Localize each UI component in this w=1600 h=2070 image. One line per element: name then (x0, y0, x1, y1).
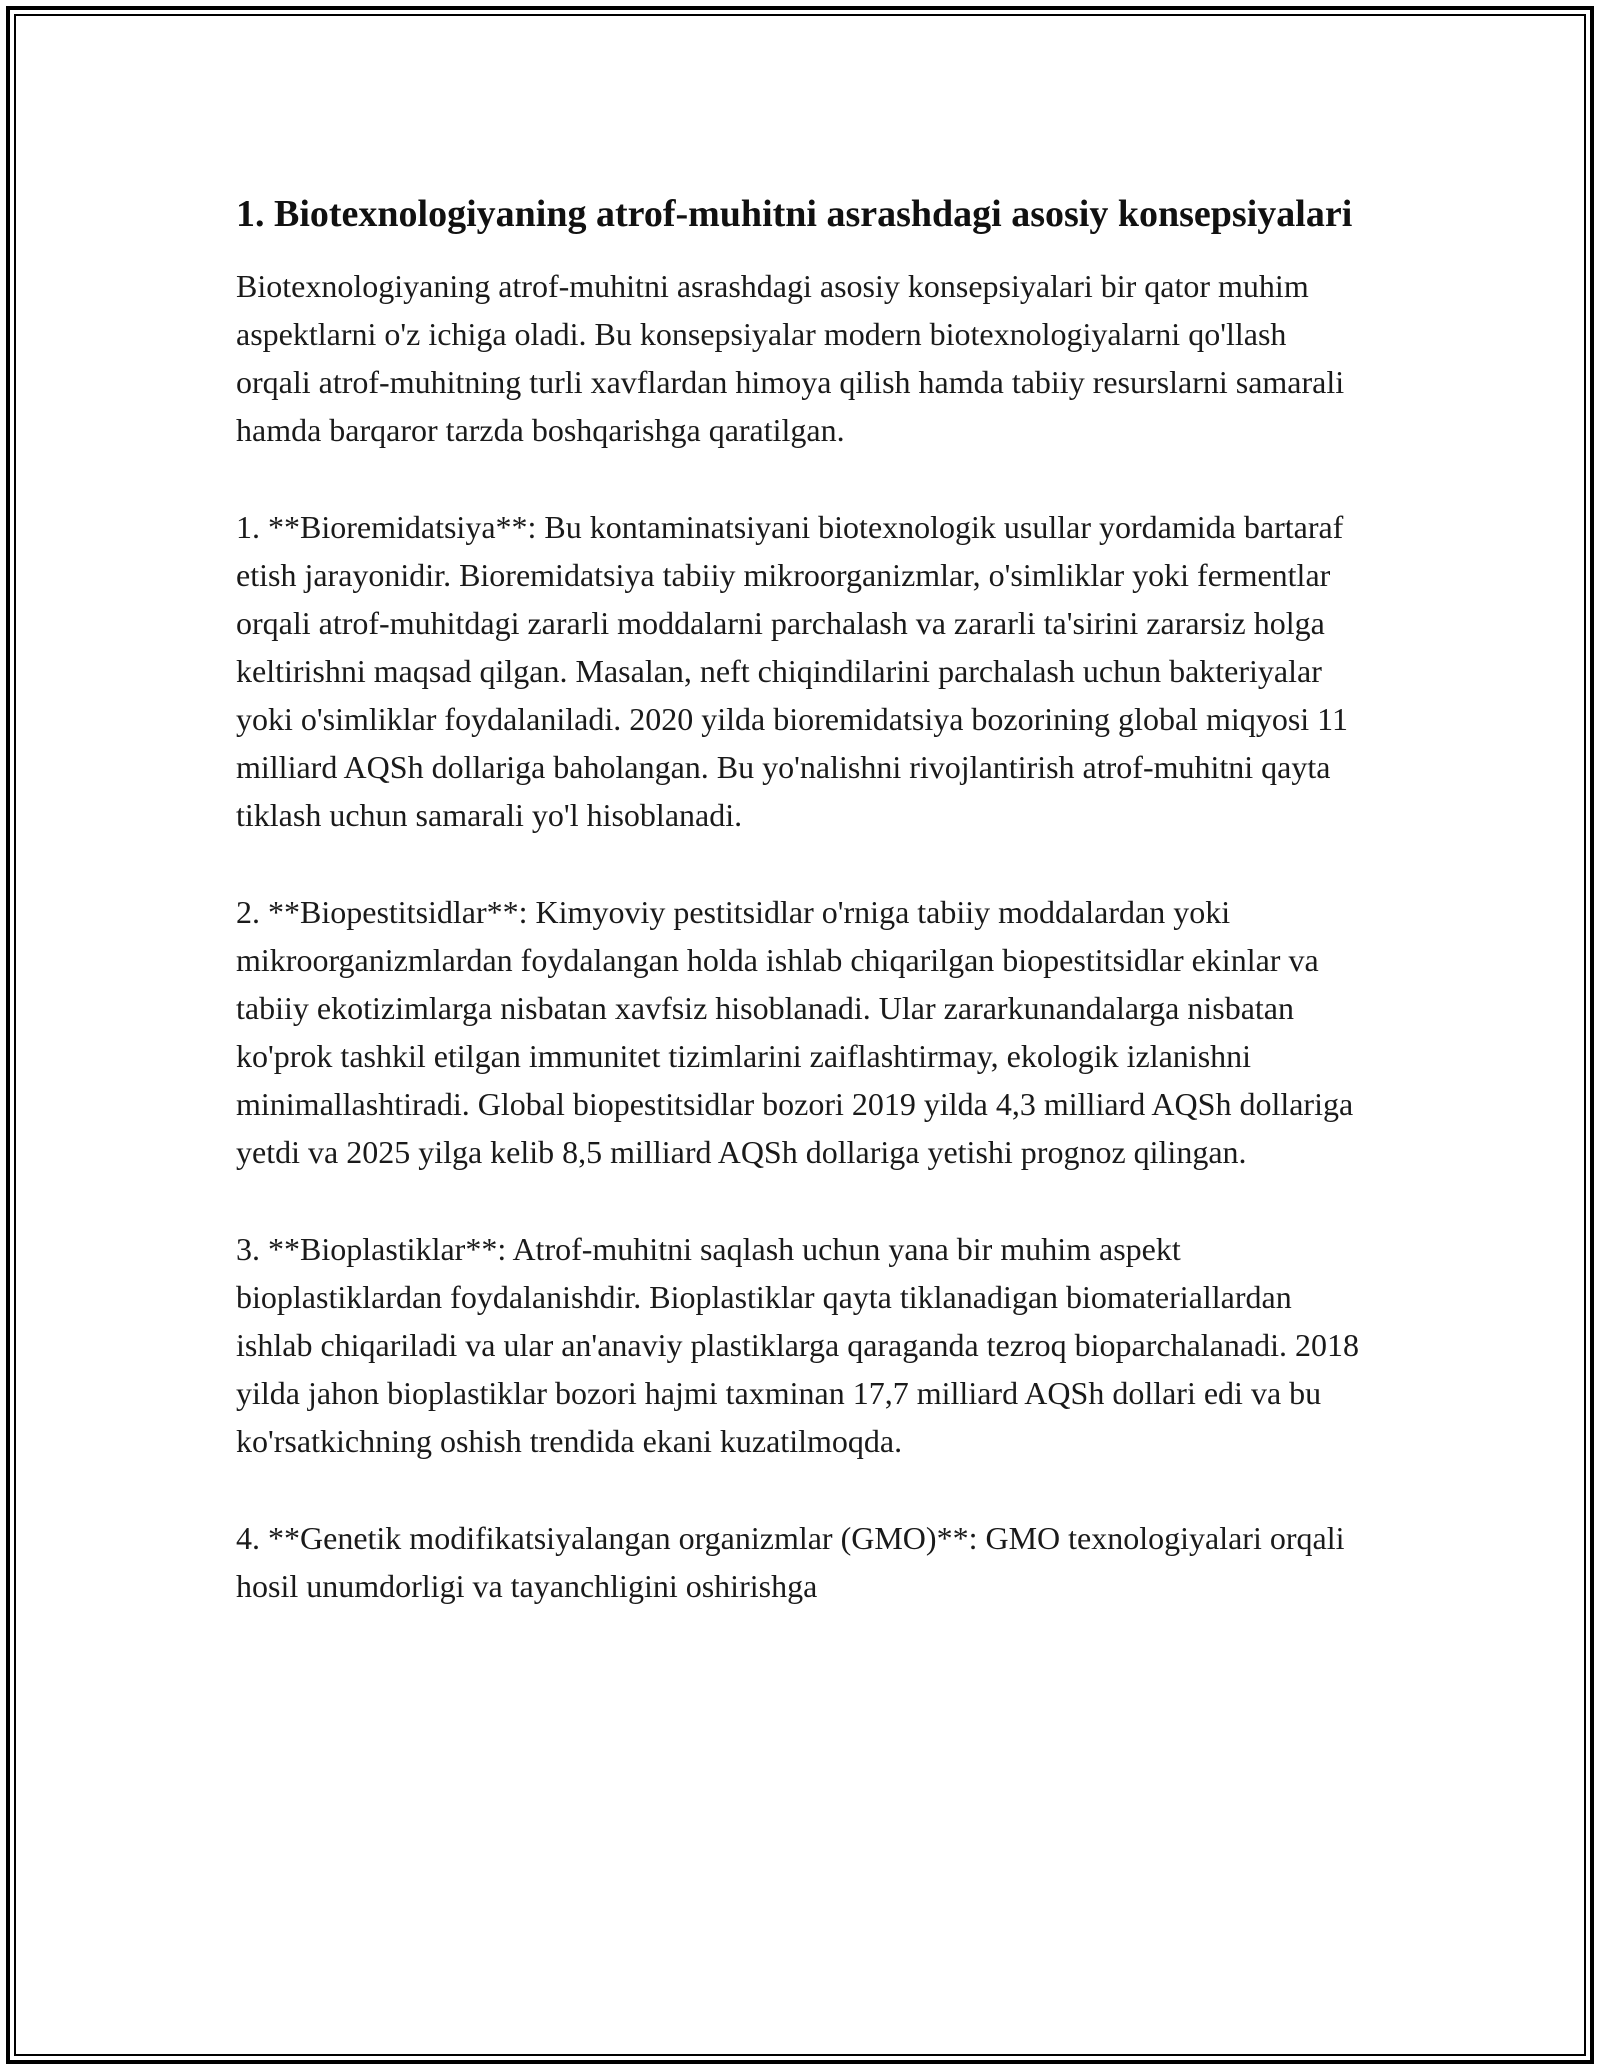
paragraph-gmo: 4. **Genetik modifikatsiyalangan organizmlar (GMO)**: GMO texnologiyalari orqali hosil unumdorligi va tayanchligini oshirishga (236, 1520, 1345, 1604)
paragraph-bioremidatsiya: 1. **Bioremidatsiya**: Bu kontaminatsiyani biotexnologik usullar yordamida bartaraf etish jarayonidir. Bioremidatsiya tabiiy mikroorganizmlar, o'simliklar yoki fermentlar orqali atrof-muhitdagi zararli moddalarni parchalash va zararli ta'sirini zararsiz holga keltirishni maqsad qilgan. Masalan, neft chiqindilarini parchalash uchun bakteriyalar yoki o'simliklar foydalaniladi. 2020 yilda bioremidatsiya bozorining global miqyosi 11 milliard AQSh dollariga baholangan. Bu yo'nalishni rivojlantirish atrof-muhitni qayta tiklash uchun samarali yo'l hisoblanadi. (236, 509, 1348, 833)
paragraph-biopestitsidlar: 2. **Biopestitsidlar**: Kimyoviy pestitsidlar o'rniga tabiiy moddalardan yoki mikroorganizmlardan foydalangan holda ishlab chiqarilgan biopestitsidlar ekinlar va tabiiy ekotizimlarga nisbatan xavfsiz hisoblanadi. Ular zararkunandalarga nisbatan ko'prok tashkil etilgan immunitet tizimlarini zaiflashtirmay, ekologik izlanishni minimallashtiradi. Global biopestitsidlar bozori 2019 yilda 4,3 milliard AQSh dollariga yetdi va 2025 yilga kelib 8,5 milliard AQSh dollariga yetishi prognoz qilingan. (236, 894, 1354, 1170)
paragraph-bioplastiklar: 3. **Bioplastiklar**: Atrof-muhitni saqlash uchun yana bir muhim aspekt bioplastiklardan foydalanishdir. Bioplastiklar qayta tiklanadigan biomateriallardan ishlab chiqariladi va ular an'anaviy plastiklarga qaraganda tezroq bioparchalanadi. 2018 yilda jahon bioplastiklar bozori hajmi taxminan 17,7 milliard AQSh dollari edi va bu ko'rsatkichning oshish trendida ekani kuzatilmoqda. (236, 1231, 1359, 1459)
document-body (236, 186, 1361, 1659)
intro-paragraph: Biotexnologiyaning atrof-muhitni asrashdagi asosiy konsepsiyalari bir qator muhim aspektlarni o'z ichiga oladi. Bu konsepsiyalar modern biotexnologiyalarni qo'llash orqali atrof-muhitning turli xavflardan himoya qilish hamda tabiiy resurslarni samarali hamda barqaror tarzda boshqarishga qaratilgan. (236, 268, 1345, 448)
section-heading: 1. Biotexnologiyaning atrof-muhitni asrashdagi asosiy konsepsiyalari (236, 193, 1353, 235)
